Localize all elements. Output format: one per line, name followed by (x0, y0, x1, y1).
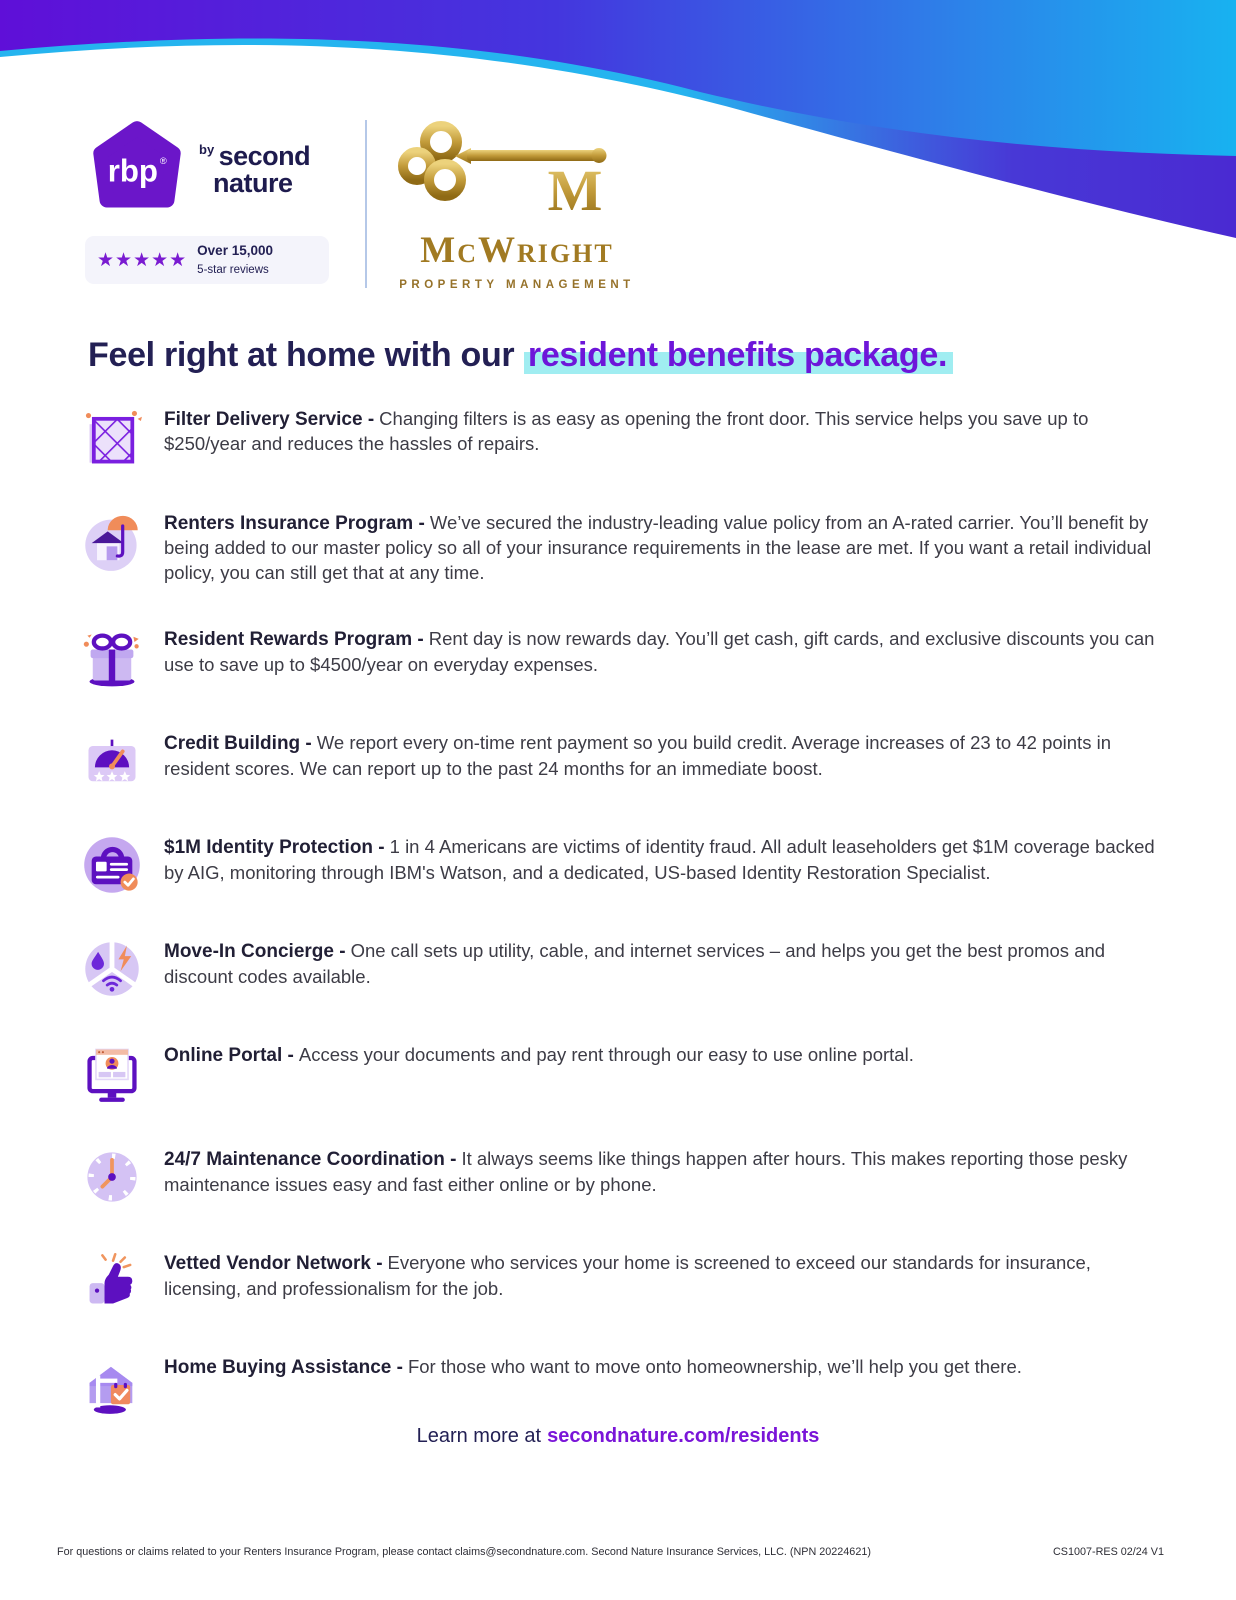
rbp-second-nature-logo (85, 118, 337, 284)
review-count-label: Over 15,000 (197, 242, 273, 258)
benefit-desc: Changing filters is as easy as opening the front door. This service helps you save up to $250/year and reduces the hassles of repairs. (164, 408, 1089, 455)
benefit-title: Online Portal - (164, 1045, 294, 1067)
mcwright-name: McWright (420, 230, 614, 271)
benefit-desc: We’ve secured the industry-leading value policy from an A-rated carrier. You’ll benefit by being added to our master policy so all of your insurance requirements in the lease are met. If you want a retail individual policy, you can still get that at any time. (164, 512, 1152, 583)
gold-key-icon (397, 118, 627, 228)
list-item (80, 405, 1156, 469)
benefit-desc: We report every on-time rent payment so you build credit. Average increases of 23 to 42 points in resident scores. We can report up to the past 24 months for an immediate boost. (164, 732, 1111, 779)
logo-row (85, 118, 637, 291)
thumbs-up-icon (81, 1250, 143, 1312)
learn-more-line (0, 1425, 1236, 1448)
list-item (80, 1249, 1156, 1313)
air-filter-icon (81, 406, 143, 468)
nature-label: nature (213, 168, 293, 198)
benefit-desc: It always seems like things happen after hours. This makes reporting those pesky maintenance issues easy and fast either online or by phone. (164, 1148, 1128, 1195)
gift-icon (81, 626, 143, 688)
learn-more-label: Learn more at (416, 1425, 542, 1447)
benefit-desc: Everyone who services your home is screened to exceed our standards for insurance, licensing, and professionalism for the job. (164, 1252, 1091, 1299)
list-item (80, 729, 1156, 793)
list-item (80, 937, 1156, 1001)
second-label: second (218, 141, 311, 171)
rbp-wordmark: rbp (107, 153, 158, 189)
list-item (80, 1041, 1156, 1105)
review-badge (85, 236, 329, 284)
benefit-title: 24/7 Maintenance Coordination - (164, 1149, 457, 1171)
rbp-logo-icon (85, 118, 189, 222)
benefit-title: Renters Insurance Program - (164, 513, 425, 534)
second-nature-wordmark (199, 143, 310, 197)
list-item (80, 1145, 1156, 1209)
logo-divider (365, 120, 367, 288)
benefit-desc: Rent day is now rewards day. You’ll get cash, gift cards, and exclusive discounts you can use to save up to $4500/year on everyday expenses. (164, 628, 1155, 675)
mcwright-tagline: PROPERTY MANAGEMENT (399, 279, 635, 291)
benefit-desc: For those who want to move onto homeownership, we’ll help you get there. (407, 1356, 1022, 1378)
benefit-title: Filter Delivery Service - (164, 409, 375, 430)
list-item (80, 625, 1156, 689)
benefit-title: $1M Identity Protection - (164, 837, 385, 859)
benefit-title: Credit Building - (164, 733, 312, 755)
list-item (80, 509, 1156, 585)
list-item (80, 1353, 1156, 1417)
fine-print (57, 1546, 1164, 1558)
benefits-list (80, 405, 1156, 1457)
house-check-icon (81, 1354, 143, 1416)
benefit-desc: 1 in 4 Americans are victims of identity fraud. All adult leaseholders get $1M coverage backed by AIG, monitoring through IBM's Watson, and a dedicated, US-based Identity Restoration Specialist. (164, 836, 1155, 883)
document-code: CS1007-RES 02/24 V1 (1052, 1546, 1164, 1558)
page-title (88, 336, 953, 375)
benefit-title: Vetted Vendor Network - (164, 1253, 383, 1275)
mcwright-monogram: M (547, 158, 603, 223)
clock-icon (81, 1146, 143, 1208)
by-label: by (199, 142, 215, 157)
credit-gauge-icon (81, 730, 143, 792)
secondnature-residents-link[interactable]: secondnature.com/residents (547, 1425, 820, 1447)
utilities-pie-icon (81, 938, 143, 1000)
mcwright-logo (397, 118, 637, 291)
five-stars-icon: ★★★★★ (97, 249, 188, 271)
online-portal-icon (81, 1042, 143, 1104)
benefit-desc: Access your documents and pay rent through our easy to use online portal. (298, 1044, 914, 1066)
headline-highlight: resident benefits package. (524, 336, 953, 374)
headline-prefix: Feel right at home with our (88, 336, 515, 374)
id-card-icon (81, 834, 143, 896)
rbp-registered-mark: ® (159, 155, 167, 166)
list-item (80, 833, 1156, 897)
benefit-title: Home Buying Assistance - (164, 1357, 403, 1379)
benefit-title: Resident Rewards Program - (164, 629, 424, 651)
insurance-disclaimer: For questions or claims related to your Renters Insurance Program, please contact claims@secondnature.com. Second Nature Insurance Services, LLC. (NPN 20224621) (57, 1546, 871, 1558)
review-type-label: 5-star reviews (197, 264, 269, 276)
umbrella-house-icon (81, 510, 143, 572)
benefit-desc: One call sets up utility, cable, and internet services – and helps you get the best promos and discount codes available. (164, 940, 1106, 987)
benefit-title: Move-In Concierge - (164, 941, 346, 963)
